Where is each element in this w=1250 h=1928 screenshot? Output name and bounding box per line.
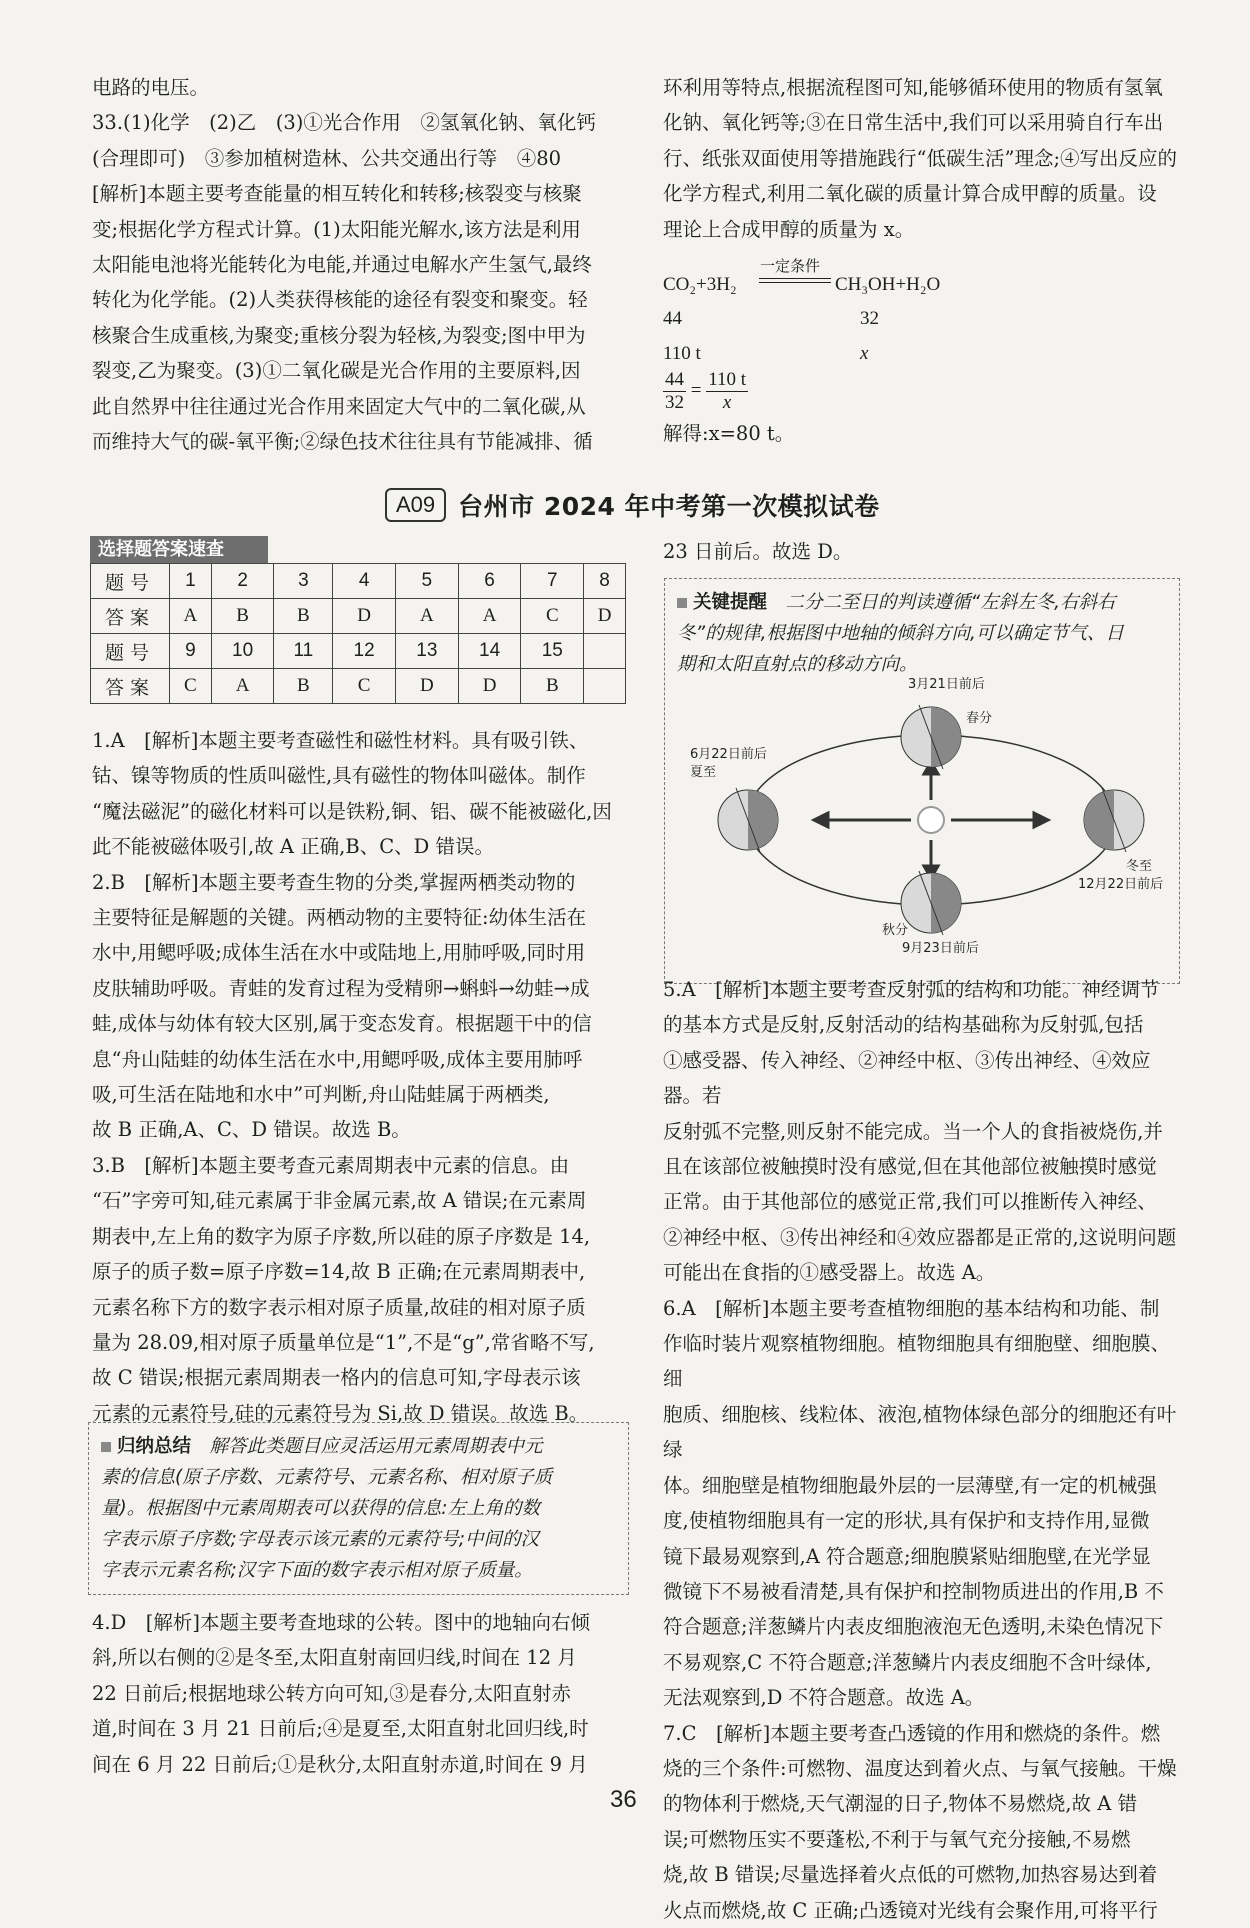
text-line: 道,时间在 3 月 21 日前后;④是夏至,太阳直射北回归线,时 [92,1717,589,1741]
ratio-numerator-1: 44 [665,369,684,391]
text-line: 烧,故 B 错误;尽量选择着火点低的可燃物,加热容易达到着 [663,1863,1158,1887]
ratio-denominator-1: 32 [665,392,684,414]
text-line: 5.A [解析]本题主要考查反射弧的结构和功能。神经调节 [663,978,1160,1001]
question-number-cell: 14 [458,634,521,669]
answer-cell: A [170,599,212,634]
earth-orbit-diagram [686,677,1176,956]
text-line: 息“舟山陆蛙的幼体生活在水中,用鳃呼吸,成体主要用肺呼 [92,1047,583,1071]
text-line: 正常。由于其他部位的感觉正常,我们可以推断传入神经、 [663,1190,1157,1214]
question-number-cell: 1 [170,564,212,599]
ratio-numerator-2: 110 t [708,369,747,391]
text-line: 火点而燃烧,故 C 正确;凸透镜对光线有会聚作用,可将平行 [663,1898,1158,1922]
earth-autumn-icon [901,871,961,935]
label-autumn-date: 9月23日前后 [902,941,979,956]
text-line: 故 C 错误;根据元素周期表一格内的信息可知,字母表示该 [92,1366,581,1390]
text-line: 期表中,左上角的数字为原子序数,所以硅的原子序数是 14, [92,1224,591,1248]
label-winter-name: 冬至 [1126,859,1153,874]
text-line: 皮肤辅助呼吸。青蛙的发育过程为受精卵→蝌蚪→幼蛙→成 [92,976,590,1000]
question-number-cell: 11 [274,634,333,669]
box-line: 冬”的规律,根据图中地轴的倾斜方向,可以确定节气、日 [677,623,1124,644]
text-line: 微镜下不易被看清楚,具有保护和控制物质进出的作用,B 不 [663,1579,1164,1603]
text-line: 水中,用鳃呼吸;成体生活在水中或陆地上,用肺呼吸,同时用 [92,941,586,965]
text-line: 误;可燃物压实不要蓬松,不利于与氧气充分接触,不易燃 [663,1827,1131,1851]
question-number-cell: 4 [333,564,396,599]
left-column-top [92,70,627,459]
text-line: ①感受器、传入神经、②神经中枢、③传出神经、④效应器。若 [663,1048,1151,1108]
question-number-cell: 13 [395,634,458,669]
solution-line: 解得:x=80 t。 [663,422,795,446]
text-line: 量为 28.09,相对原子质量单位是“1”,不是“g”,常省略不写, [92,1330,595,1354]
question-number-cell [584,634,626,669]
question-number-cell: 12 [333,634,396,669]
text-line: 可能出在食指的①感受器上。故选 A。 [663,1261,996,1285]
question-number-cell: 8 [584,564,626,599]
answer-cell: D [333,599,396,634]
box-line: 二分二至日的判读遵循“左斜左冬,右斜右 [785,592,1116,613]
text-line: 吸,可生活在陆地和水中”可判断,舟山陆蛙属于两栖类, [92,1083,550,1107]
square-marker-icon [101,1442,111,1452]
answer-cell: A [458,599,521,634]
text-line: ②神经中枢、③传出神经和④效应器都是正常的,这说明问题 [663,1225,1177,1249]
answer-cell: D [584,599,626,634]
ratio-denominator-2: x [722,392,732,414]
answer-cell: A [211,669,274,704]
left-column-bottom [92,1605,627,1782]
label-winter-date: 12月22日前后 [1078,877,1164,892]
mass-co2: 44 [663,308,682,330]
text-line: 故 B 正确,A、C、D 错误。故选 B。 [92,1118,411,1142]
text-line: 元素名称下方的数字表示相对原子质量,故硅的相对原子质 [92,1295,586,1319]
text-line: 体。细胞壁是植物细胞最外层的一层薄壁,有一定的机械强 [663,1473,1157,1497]
right-column-body [663,972,1183,1928]
box-tag: 关键提醒 [693,592,768,613]
answer-cell: C [333,669,396,704]
row-label-number: 题号 [91,634,170,669]
text-line: 电路的电压。 [92,76,210,99]
answer-cell: B [211,599,274,634]
text-line: 4.D [解析]本题主要考查地球的公转。图中的地轴向右倾 [92,1611,590,1634]
text-line: 化学方程式,利用二氧化碳的质量计算合成甲醇的质量。设 [663,182,1157,206]
text-line: 胞质、细胞核、线粒体、液泡,植物体绿色部分的细胞还有叶绿 [663,1402,1177,1462]
right-column-top [663,70,1183,451]
label-summer-name: 夏至 [690,765,717,780]
answer-cell: B [521,669,584,704]
text-line: 镜下最易观察到,A 符合题意;细胞膜紧贴细胞壁,在光学显 [663,1544,1151,1568]
text-line: 3.B [解析]本题主要考查元素周期表中元素的信息。由 [92,1153,570,1177]
left-column-body [92,723,627,1431]
answer-key-table [90,563,626,704]
answer-cell: D [458,669,521,704]
text-line: 转化为化学能。(2)人类获得核能的途径有裂变和聚变。轻 [92,288,588,312]
earth-summer-icon [718,788,778,852]
answer-cell: B [274,599,333,634]
text-line: 斜,所以右侧的②是冬至,太阳直射南回归线,时间在 12 月 [92,1646,577,1670]
answer-cell: C [521,599,584,634]
answer-cell [584,669,626,704]
exam-code-tag: A09 [385,488,446,522]
box-tag: 归纳总结 [117,1436,192,1457]
label-spring-date: 3月21日前后 [908,677,985,692]
question-number-cell: 6 [458,564,521,599]
text-line: 作临时装片观察植物细胞。植物细胞具有细胞壁、细胞膜、细 [663,1332,1171,1391]
text-line: 裂变,乙为聚变。(3)①二氧化碳是光合作用的主要原料,因 [92,359,581,383]
text-line: 元素的元素符号,硅的元素符号为 Si,故 D 错误。故选 B。 [92,1401,589,1425]
text-line: 原子的质子数=原子序数=14,故 B 正确;在元素周期表中, [92,1260,586,1284]
question-number-cell: 5 [395,564,458,599]
text-line: 6.A [解析]本题主要考查植物细胞的基本结构和功能、制 [663,1296,1160,1320]
text-line: 化钠、氧化钙等;③在日常生活中,我们可以采用骑自行车出 [663,111,1164,135]
answer-cell: C [170,669,212,704]
equation-arrow [759,278,831,283]
text-line: 的物体利于燃烧,天气潮湿的日子,物体不易燃烧,故 A 错 [663,1792,1138,1816]
label-autumn-name: 秋分 [882,923,909,938]
question-number-cell: 2 [211,564,274,599]
text-line: 主要特征是解题的关键。两栖动物的主要特征:幼体生活在 [92,906,587,930]
text-line: 反射弧不完整,则反射不能完成。当一个人的食指被烧伤,并 [663,1119,1163,1143]
right-body-top [663,534,1183,569]
text-line: [解析]本题主要考查能量的相互转化和转移;核裂变与核聚 [92,182,582,206]
text-line: 间在 6 月 22 日前后;①是秋分,太阳直射赤道,时间在 9 月 [92,1752,588,1776]
question-number-cell: 10 [211,634,274,669]
given-mass: 110 t [663,343,701,365]
text-line: (合理即可) ③参加植树造林、公共交通出行等 ④80 [92,146,562,170]
row-label-answer: 答案 [91,599,170,634]
summary-box [88,1422,629,1595]
question-number-cell: 9 [170,634,212,669]
row-label-answer: 答案 [91,669,170,704]
unknown-mass: x [860,343,869,365]
question-number-cell: 15 [521,634,584,669]
exam-title-text: 台州市 2024 年中考第一次模拟试卷 [458,492,880,521]
earth-spring-icon [901,705,961,769]
chemical-equation [663,251,1183,295]
text-line: 无法观察到,D 不符合题意。故选 A。 [663,1686,985,1710]
box-line: 素的信息(原子序数、元素符号、元素名称、相对原子质 [101,1467,553,1488]
sun-icon [918,807,944,833]
text-line: 变;根据化学方程式计算。(1)太阳能光解水,该方法是利用 [92,217,581,241]
box-line: 字表示元素名称;汉字下面的数字表示相对原子质量。 [101,1560,533,1581]
question-number-cell: 7 [521,564,584,599]
text-line: 钴、镍等物质的性质叫磁性,具有磁性的物体叫磁体。制作 [92,764,586,788]
text-line: 1.A [解析]本题主要考查磁性和磁性材料。具有吸引铁、 [92,729,589,752]
text-line: 行、纸张双面使用等措施践行“低碳生活”理念;④写出反应的 [663,146,1178,170]
text-line: 太阳能电池将光能转化为电能,并通过电解水产生氢气,最终 [92,253,592,277]
equation-left: CO₂+3H₂ [663,274,737,296]
text-line: 理论上合成甲醇的质量为 x。 [663,217,915,241]
mass-methanol: 32 [860,308,879,330]
ratio-equation: $\frac{44}{32}$ = $\frac{110 t}{x}$ [665,369,747,414]
text-line: 度,使植物细胞具有一定的形状,具有保护和支持作用,显微 [663,1509,1150,1533]
label-spring-name: 春分 [966,711,993,726]
text-line: 烧的三个条件:可燃物、温度达到着火点、与氧气接触。干燥 [663,1756,1177,1780]
text-line: 23 日前后。故选 D。 [663,540,853,563]
text-line: 2.B [解析]本题主要考查生物的分类,掌握两栖类动物的 [92,870,576,894]
answer-key-badge: 选择题答案速查 [90,536,268,563]
answer-cell: D [395,669,458,704]
earth-winter-icon [1084,788,1144,852]
text-line: 22 日前后;根据地球公转方向可知,③是春分,太阳直射赤 [92,1681,571,1705]
box-line: 字表示原子序数;字母表示该元素的元素符号;中间的汉 [101,1529,539,1550]
label-summer-date: 6月22日前后 [690,747,767,762]
equation-right: CH₃OH+H₂O [835,274,941,296]
answer-cell: B [274,669,333,704]
text-line: “魔法磁泥”的磁化材料可以是铁粉,铜、铝、碳不能被磁化,因 [92,799,612,823]
text-line: 的基本方式是反射,反射活动的结构基础称为反射弧,包括 [663,1013,1144,1037]
text-line: 符合题意;洋葱鳞片内表皮细胞液泡无色透明,未染色情况下 [663,1615,1164,1639]
row-label-number: 题号 [91,564,170,599]
box-line: 期和太阳直射点的移动方向。 [677,654,918,675]
text-line: 环利用等特点,根据流程图可知,能够循环使用的物质有氢氧 [663,76,1163,99]
square-marker-icon [677,598,687,608]
equation-condition: 一定条件 [760,257,821,276]
text-line: 而维持大气的碳-氧平衡;②绿色技术往往具有节能减排、循 [92,430,593,454]
text-line: 不易观察,C 不符合题意;洋葱鳞片内表皮细胞不含叶绿体, [663,1650,1152,1674]
answer-cell: A [395,599,458,634]
text-line: 蛙,成体与幼体有较大区别,属于变态发育。根据题干中的信 [92,1012,592,1036]
exam-title [385,487,880,523]
text-line: 此不能被磁体吸引,故 A 正确,B、C、D 错误。 [92,835,494,859]
text-line: 此自然界中往往通过光合作用来固定大气中的二氧化碳,从 [92,394,586,418]
question-number-cell: 3 [274,564,333,599]
text-line: 7.C [解析]本题主要考查凸透镜的作用和燃烧的条件。燃 [663,1721,1161,1745]
page-number: 36 [610,1786,637,1813]
text-line: “石”字旁可知,硅元素属于非金属元素,故 A 错误;在元素周 [92,1189,587,1213]
text-line: 33.(1)化学 (2)乙 (3)①光合作用 ②氢氧化钠、氧化钙 [92,111,596,135]
text-line: 核聚合生成重核,为聚变;重核分裂为轻核,为裂变;图中甲为 [92,323,586,347]
text-line: 且在该部位被触摸时没有感觉,但在其他部位被触摸时感觉 [663,1155,1157,1179]
box-line: 解答此类题目应灵活运用元素周期表中元 [209,1436,543,1457]
box-line: 量)。根据图中元素周期表可以获得的信息:左上角的数 [101,1498,540,1519]
